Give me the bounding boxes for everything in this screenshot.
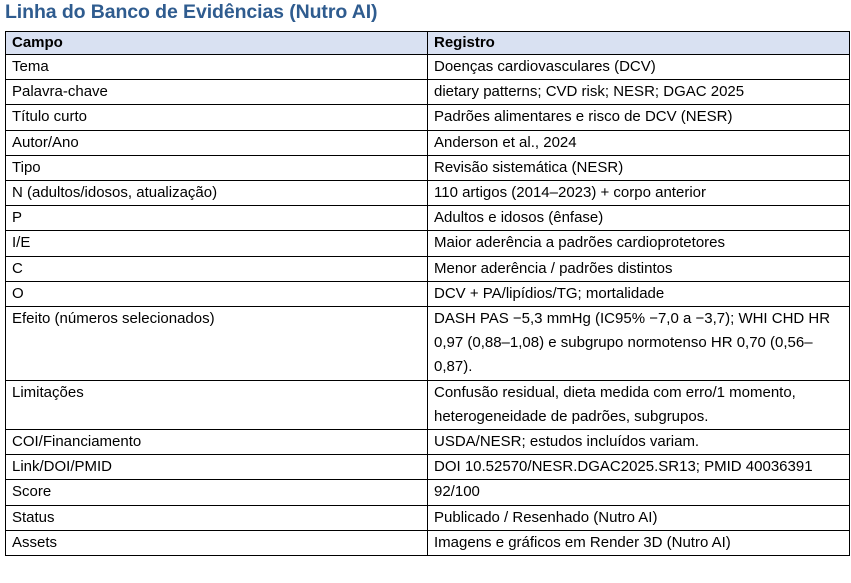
registro-cell: 92/100 [428,480,850,505]
campo-cell: O [6,281,428,306]
table-header-row [6,32,850,55]
campo-cell: N (adultos/idosos, atualização) [6,181,428,206]
table-row [6,480,850,505]
table-row [6,130,850,155]
table-row [6,231,850,256]
registro-cell: DASH PAS −5,3 mmHg (IC95% −7,0 a −3,7); WHI CHD HR 0,97 (0,88–1,08) e subgrupo normotenso HR 0,70 (0,56–0,87). [428,307,850,381]
registro-cell: Adultos e idosos (ênfase) [428,206,850,231]
campo-cell: Status [6,505,428,530]
campo-cell: COI/Financiamento [6,430,428,455]
registro-cell: Doenças cardiovasculares (DCV) [428,55,850,80]
registro-cell: Anderson et al., 2024 [428,130,850,155]
registro-cell: Publicado / Resenhado (Nutro AI) [428,505,850,530]
registro-cell: DOI 10.52570/NESR.DGAC2025.SR13; PMID 40036391 [428,455,850,480]
table-row [6,181,850,206]
registro-cell: Confusão residual, dieta medida com erro/1 momento, heterogeneidade de padrões, subgrupos. [428,380,850,429]
document-title: Linha do Banco de Evidências (Nutro AI) [5,1,378,23]
table-row [6,530,850,555]
table-row [6,281,850,306]
registro-cell: Maior aderência a padrões cardioprotetores [428,231,850,256]
table-row [6,256,850,281]
table-row [6,55,850,80]
registro-cell: Revisão sistemática (NESR) [428,155,850,180]
campo-cell: Palavra-chave [6,80,428,105]
table-row [6,105,850,130]
registro-cell: 110 artigos (2014–2023) + corpo anterior [428,181,850,206]
campo-cell: Limitações [6,380,428,429]
campo-cell: P [6,206,428,231]
campo-cell: Tipo [6,155,428,180]
table-row [6,455,850,480]
table-row [6,430,850,455]
campo-cell: Score [6,480,428,505]
table-row [6,505,850,530]
registro-cell: Menor aderência / padrões distintos [428,256,850,281]
registro-cell: DCV + PA/lipídios/TG; mortalidade [428,281,850,306]
evidence-table [5,31,850,556]
registro-cell: Padrões alimentares e risco de DCV (NESR) [428,105,850,130]
campo-cell: C [6,256,428,281]
campo-cell: Tema [6,55,428,80]
table-row [6,155,850,180]
table-row [6,307,850,381]
campo-cell: Assets [6,530,428,555]
campo-cell: Efeito (números selecionados) [6,307,428,381]
campo-cell: Autor/Ano [6,130,428,155]
campo-cell: Link/DOI/PMID [6,455,428,480]
registro-cell: USDA/NESR; estudos incluídos variam. [428,430,850,455]
table-row [6,380,850,429]
column-header-registro: Registro [428,32,850,55]
table-row [6,80,850,105]
table-row [6,206,850,231]
campo-cell: I/E [6,231,428,256]
campo-cell: Título curto [6,105,428,130]
registro-cell: Imagens e gráficos em Render 3D (Nutro AI) [428,530,850,555]
registro-cell: dietary patterns; CVD risk; NESR; DGAC 2025 [428,80,850,105]
column-header-campo: Campo [6,32,428,55]
